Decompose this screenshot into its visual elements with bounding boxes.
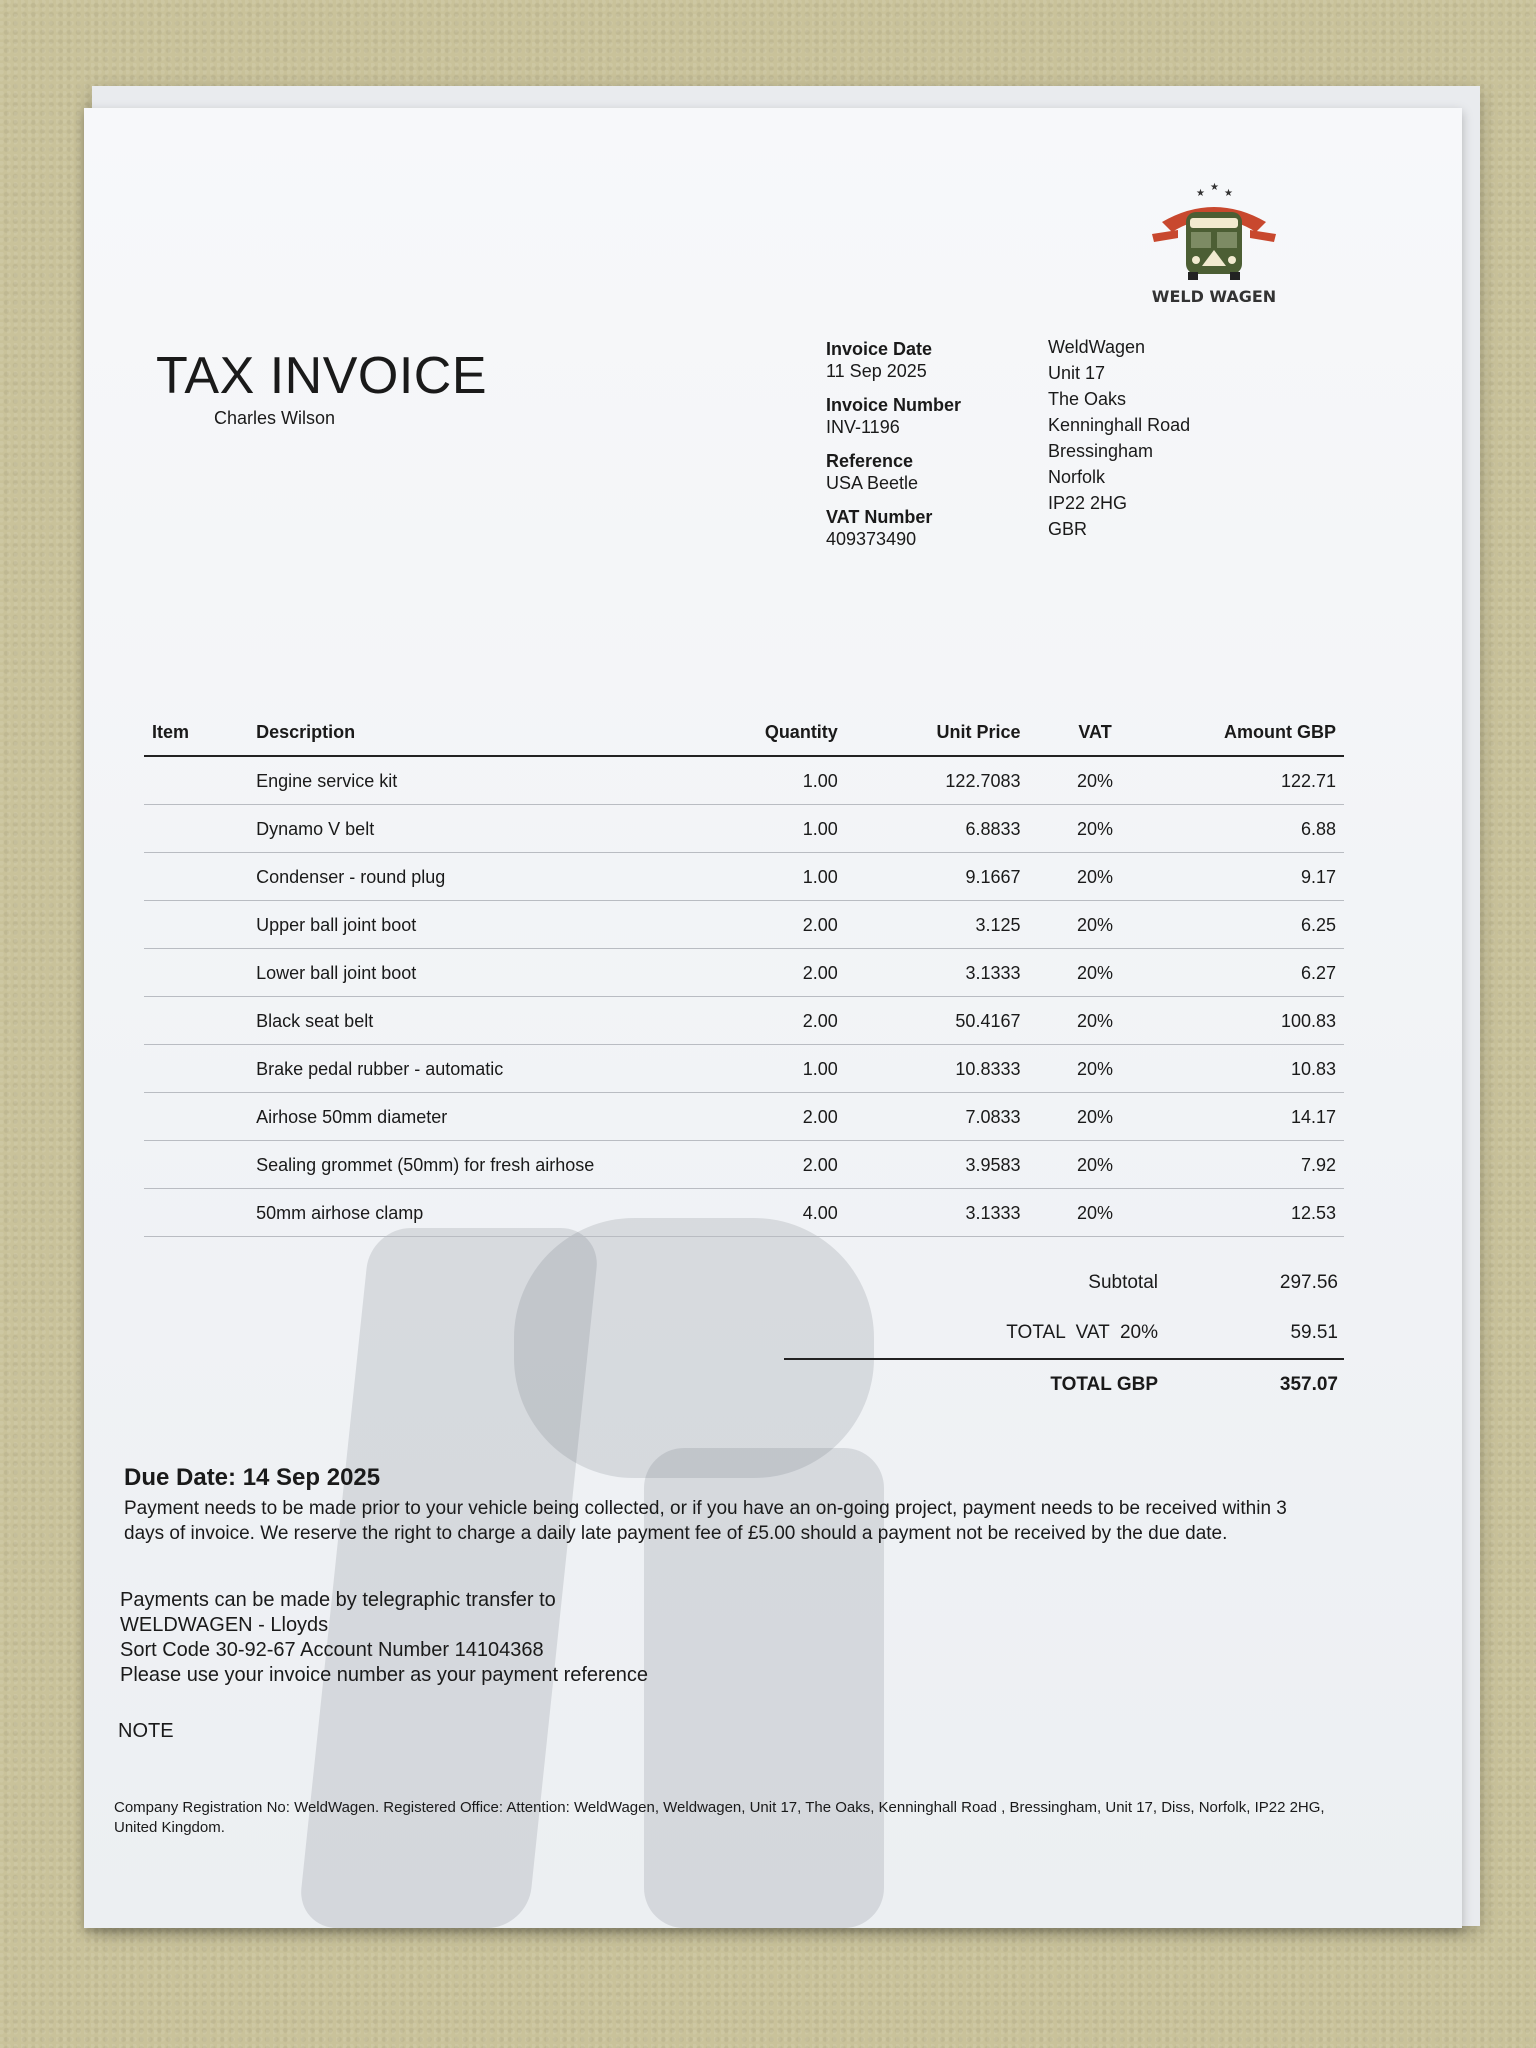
company-address (1048, 334, 1190, 542)
quantity-cell: 2.00 (702, 1141, 846, 1189)
payment-instructions (120, 1588, 648, 1688)
table-row (144, 1093, 1344, 1141)
col-vat: VAT (1029, 708, 1162, 756)
vat-cell: 20% (1029, 901, 1162, 949)
description-cell: Lower ball joint boot (248, 949, 702, 997)
table-row (144, 901, 1344, 949)
line-items-table (144, 708, 1344, 1237)
description-cell: 50mm airhose clamp (248, 1189, 702, 1237)
svg-text:★: ★ (1210, 182, 1219, 193)
invoice-number: INV-1196 (826, 417, 900, 437)
reference-label: Reference (826, 451, 914, 471)
invoice-meta (826, 338, 961, 562)
address-line: Norfolk (1048, 467, 1106, 487)
amount-cell: 122.71 (1162, 756, 1344, 805)
svg-text:★: ★ (1196, 188, 1205, 199)
vat-cell: 20% (1029, 805, 1162, 853)
description-cell: Brake pedal rubber - automatic (248, 1045, 702, 1093)
vat-total-label: TOTAL VAT 20% (1006, 1322, 1158, 1343)
subtotal-label: Subtotal (1088, 1272, 1158, 1293)
table-row (144, 1141, 1344, 1189)
unit-price-cell: 3.1333 (846, 1189, 1029, 1237)
description-cell: Condenser - round plug (248, 853, 702, 901)
address-line: GBR (1048, 519, 1088, 539)
reference: USA Beetle (826, 473, 919, 493)
quantity-cell: 2.00 (702, 901, 846, 949)
unit-price-cell: 3.1333 (846, 949, 1029, 997)
vat-number-label: VAT Number (826, 507, 933, 527)
amount-cell: 6.25 (1162, 901, 1344, 949)
col-amount: Amount GBP (1162, 708, 1344, 756)
address-line: IP22 2HG (1048, 493, 1128, 513)
item-cell (144, 1189, 248, 1237)
grand-total-label: TOTAL GBP (1050, 1374, 1158, 1395)
document-title: TAX INVOICE (156, 347, 488, 405)
table-row (144, 1189, 1344, 1237)
vat-cell: 20% (1029, 1189, 1162, 1237)
amount-cell: 12.53 (1162, 1189, 1344, 1237)
vat-total-value: 59.51 (1290, 1322, 1338, 1343)
item-cell (144, 997, 248, 1045)
table-row (144, 805, 1344, 853)
vat-total-row (784, 1308, 1344, 1358)
description-cell: Black seat belt (248, 997, 702, 1045)
address-line: Bressingham (1048, 441, 1154, 461)
address-line: Unit 17 (1048, 363, 1106, 383)
subtotal-value: 297.56 (1279, 1272, 1338, 1293)
subtotal-row (784, 1258, 1344, 1308)
quantity-cell: 1.00 (702, 853, 846, 901)
table-row (144, 1045, 1344, 1093)
address-line: WeldWagen (1048, 337, 1146, 357)
amount-cell: 6.27 (1162, 949, 1344, 997)
item-cell (144, 853, 248, 901)
description-cell: Airhose 50mm diameter (248, 1093, 702, 1141)
vat-cell: 20% (1029, 1093, 1162, 1141)
quantity-cell: 2.00 (702, 1093, 846, 1141)
totals-block (784, 1258, 1344, 1410)
col-quantity: Quantity (702, 708, 846, 756)
quantity-cell: 1.00 (702, 756, 846, 805)
quantity-cell: 1.00 (702, 805, 846, 853)
svg-text:WELD WAGEN: WELD WAGEN (1151, 287, 1277, 306)
item-cell (144, 1093, 248, 1141)
unit-price-cell: 50.4167 (846, 997, 1029, 1045)
grand-total-row (784, 1358, 1344, 1410)
invoice-date: 11 Sep 2025 (826, 361, 927, 381)
vat-cell: 20% (1029, 1141, 1162, 1189)
weldwagen-logo (1144, 174, 1284, 314)
vat-number: 409373490 (826, 529, 917, 549)
unit-price-cell: 3.9583 (846, 1141, 1029, 1189)
vat-cell: 20% (1029, 949, 1162, 997)
grand-total-value: 357.07 (1279, 1374, 1338, 1395)
payment-line: WELDWAGEN - Lloyds (120, 1614, 329, 1636)
vat-cell: 20% (1029, 853, 1162, 901)
quantity-cell: 1.00 (702, 1045, 846, 1093)
item-cell (144, 1045, 248, 1093)
item-cell (144, 949, 248, 997)
address-line: The Oaks (1048, 389, 1127, 409)
svg-text:★: ★ (1224, 188, 1233, 199)
amount-cell: 100.83 (1162, 997, 1344, 1045)
vat-cell: 20% (1029, 1045, 1162, 1093)
unit-price-cell: 9.1667 (846, 853, 1029, 901)
table-row (144, 949, 1344, 997)
quantity-cell: 2.00 (702, 997, 846, 1045)
footer-registration: Company Registration No: WeldWagen. Registered Office: Attention: WeldWagen, Weldwagen, Unit 17, The Oaks, Kenninghall Road , Bressingham, Unit 17, Diss, Norfolk, IP22 2HG, United Kingdom. (114, 1799, 1325, 1836)
description-cell: Engine service kit (248, 756, 702, 805)
invoice-number-label: Invoice Number (826, 395, 962, 415)
invoice-date-label: Invoice Date (826, 339, 933, 359)
unit-price-cell: 3.125 (846, 901, 1029, 949)
payment-terms: Payment needs to be made prior to your vehicle being collected, or if you have an on-going project, payment needs to be received within 3 days of invoice. We reserve the right to charge a daily late payment fee of £5.00 should a payment not be received by the due date. (124, 1498, 1287, 1544)
note-heading: NOTE (118, 1720, 174, 1742)
unit-price-cell: 122.7083 (846, 756, 1029, 805)
vat-cell: 20% (1029, 997, 1162, 1045)
unit-price-cell: 7.0833 (846, 1093, 1029, 1141)
amount-cell: 7.92 (1162, 1141, 1344, 1189)
amount-cell: 10.83 (1162, 1045, 1344, 1093)
table-row (144, 997, 1344, 1045)
col-item: Item (144, 708, 248, 756)
vat-cell: 20% (1029, 756, 1162, 805)
invoice-sheet (84, 108, 1462, 1928)
amount-cell: 9.17 (1162, 853, 1344, 901)
payment-line: Sort Code 30-92-67 Account Number 14104368 (120, 1639, 544, 1661)
item-cell (144, 901, 248, 949)
table-header-row (144, 708, 1344, 756)
quantity-cell: 4.00 (702, 1189, 846, 1237)
amount-cell: 6.88 (1162, 805, 1344, 853)
item-cell (144, 756, 248, 805)
due-date: Due Date: 14 Sep 2025 (124, 1464, 381, 1491)
col-description: Description (248, 708, 702, 756)
item-cell (144, 1141, 248, 1189)
address-line: Kenninghall Road (1048, 415, 1191, 435)
unit-price-cell: 6.8833 (846, 805, 1029, 853)
unit-price-cell: 10.8333 (846, 1045, 1029, 1093)
amount-cell: 14.17 (1162, 1093, 1344, 1141)
payment-line: Please use your invoice number as your payment reference (120, 1664, 649, 1686)
table-row (144, 853, 1344, 901)
quantity-cell: 2.00 (702, 949, 846, 997)
client-name: Charles Wilson (214, 408, 336, 428)
description-cell: Dynamo V belt (248, 805, 702, 853)
description-cell: Sealing grommet (50mm) for fresh airhose (248, 1141, 702, 1189)
description-cell: Upper ball joint boot (248, 901, 702, 949)
table-row (144, 756, 1344, 805)
payment-line: Payments can be made by telegraphic transfer to (120, 1589, 556, 1611)
item-cell (144, 805, 248, 853)
col-unit-price: Unit Price (846, 708, 1029, 756)
